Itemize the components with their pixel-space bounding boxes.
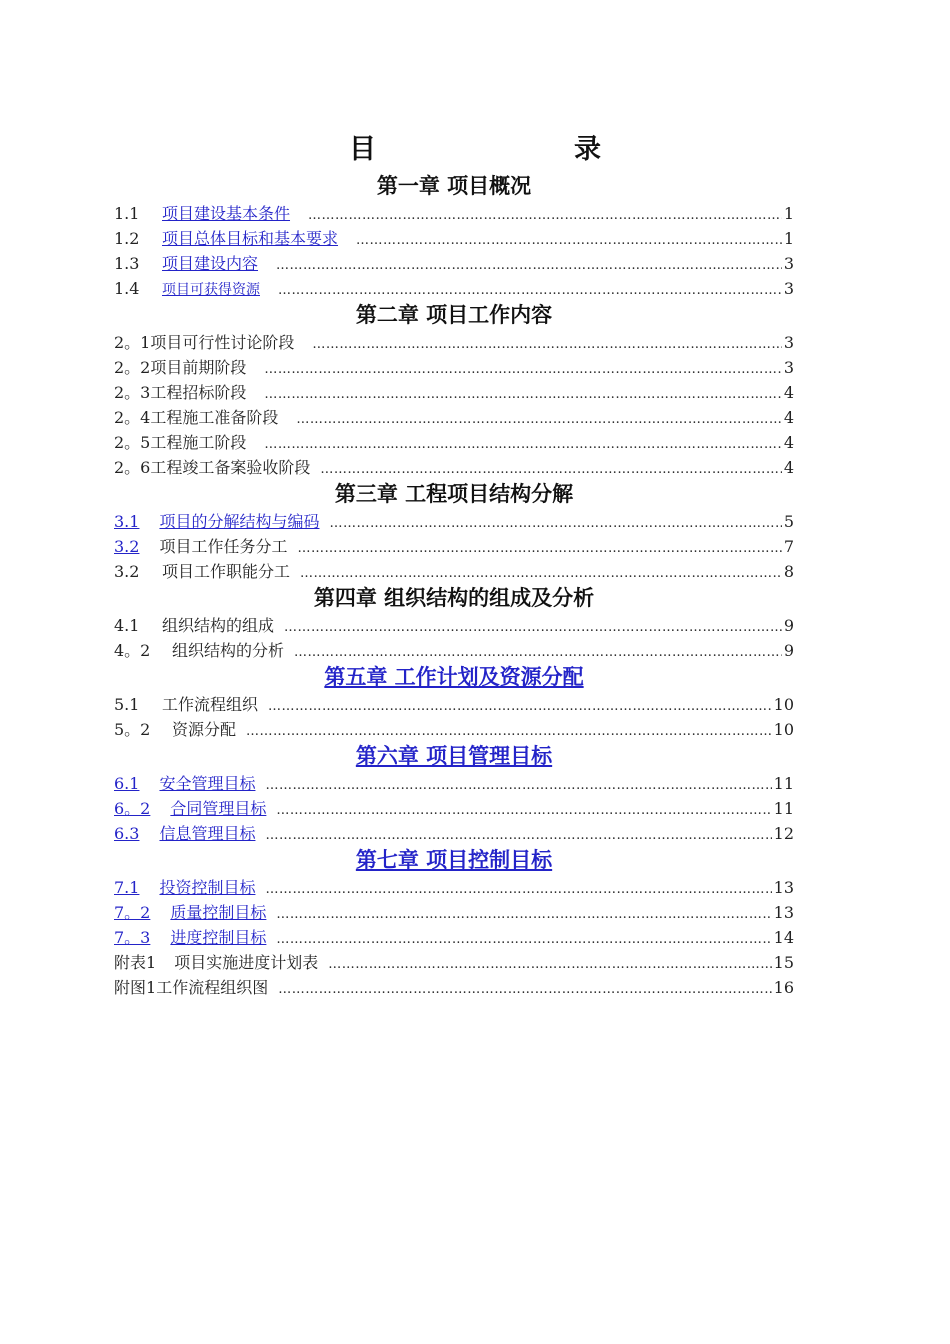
entry-number-link[interactable]: 7。3 bbox=[114, 928, 151, 947]
dot-leader bbox=[312, 332, 781, 357]
toc-entry-6-2[interactable] bbox=[114, 796, 794, 821]
entry-number: 2。2 bbox=[114, 358, 151, 377]
entry-label: 工程招标阶段 bbox=[150, 383, 247, 402]
entry-page-number: 3 bbox=[783, 254, 794, 273]
toc-entry-4-1 bbox=[114, 613, 794, 638]
entry-number: 3.2 bbox=[114, 562, 140, 581]
entry-page-number: 10 bbox=[773, 720, 794, 739]
dot-leader bbox=[276, 902, 771, 927]
chapter-2-heading: 第二章 项目工作内容 bbox=[355, 303, 553, 327]
toc-entry-1-4[interactable] bbox=[114, 276, 794, 301]
entry-page-number: 3 bbox=[783, 333, 794, 352]
entry-number: 4。2 bbox=[114, 641, 151, 660]
entry-link[interactable]: 项目可获得资源 bbox=[162, 282, 260, 298]
entry-number: 2。6 bbox=[114, 458, 151, 477]
entry-page-number: 4 bbox=[783, 458, 794, 477]
toc-entry-6-3[interactable] bbox=[114, 821, 794, 846]
entry-page-number: 14 bbox=[773, 928, 794, 947]
chapter-1-heading: 第一章 项目概况 bbox=[376, 174, 532, 198]
toc-entry-2-5 bbox=[114, 430, 794, 455]
entry-page-number: 13 bbox=[773, 878, 794, 897]
toc-entry-2-6 bbox=[114, 455, 794, 480]
entry-page-number: 11 bbox=[773, 774, 794, 793]
toc-title: 目 录 bbox=[349, 134, 649, 165]
entry-number-link[interactable]: 3.2 bbox=[114, 537, 140, 556]
entry-number: 2。4 bbox=[114, 408, 151, 427]
entry-number: 4.1 bbox=[114, 616, 140, 635]
toc-entry-appendix-figure-1 bbox=[114, 975, 794, 1000]
dot-leader bbox=[265, 773, 771, 798]
toc-entry-4-2 bbox=[114, 638, 794, 663]
entry-label: 工程施工准备阶段 bbox=[150, 408, 279, 427]
entry-page-number: 10 bbox=[773, 695, 794, 714]
entry-page-number: 3 bbox=[783, 358, 794, 377]
entry-number: 5.1 bbox=[114, 695, 140, 714]
entry-number-link[interactable]: 7。2 bbox=[114, 903, 151, 922]
dot-leader bbox=[296, 407, 781, 432]
dot-leader bbox=[268, 694, 772, 719]
toc-entry-7-1[interactable] bbox=[114, 875, 794, 900]
entry-page-number: 13 bbox=[773, 903, 794, 922]
entry-number: 2。5 bbox=[114, 433, 151, 452]
dot-leader bbox=[264, 432, 781, 457]
entry-number-link[interactable]: 7.1 bbox=[114, 878, 140, 897]
dot-leader bbox=[246, 719, 772, 744]
toc-entry-7-2[interactable] bbox=[114, 900, 794, 925]
dot-leader bbox=[294, 640, 782, 665]
dot-leader bbox=[356, 228, 782, 253]
dot-leader bbox=[276, 798, 771, 823]
dot-leader bbox=[278, 977, 771, 1002]
table-of-contents bbox=[114, 172, 794, 1000]
entry-link[interactable]: 质量控制目标 bbox=[170, 903, 267, 922]
entry-link[interactable]: 投资控制目标 bbox=[159, 878, 256, 897]
dot-leader bbox=[264, 382, 781, 407]
dot-leader bbox=[276, 253, 782, 278]
entry-page-number: 9 bbox=[783, 641, 794, 660]
entry-number: 2。1 bbox=[114, 333, 151, 352]
toc-entry-2-2 bbox=[114, 355, 794, 380]
entry-label: 项目工作任务分工 bbox=[159, 537, 288, 556]
entry-link[interactable]: 项目的分解结构与编码 bbox=[159, 512, 320, 531]
entry-number: 2。3 bbox=[114, 383, 151, 402]
chapter-5-heading-link[interactable]: 第五章 工作计划及资源分配 bbox=[324, 665, 584, 689]
dot-leader bbox=[284, 615, 782, 640]
entry-page-number: 15 bbox=[773, 953, 794, 972]
entry-link[interactable]: 项目建设基本条件 bbox=[162, 204, 291, 223]
entry-page-number: 16 bbox=[773, 978, 794, 997]
entry-label: 工程施工阶段 bbox=[150, 433, 247, 452]
chapter-3-heading: 第三章 工程项目结构分解 bbox=[334, 482, 574, 506]
entry-number: 1.1 bbox=[114, 204, 140, 223]
entry-page-number: 3 bbox=[783, 279, 794, 298]
entry-number-link[interactable]: 6.1 bbox=[114, 774, 140, 793]
dot-leader bbox=[328, 952, 771, 977]
chapter-6-heading-link[interactable]: 第六章 项目管理目标 bbox=[355, 744, 553, 768]
entry-number-link[interactable]: 3.1 bbox=[114, 512, 140, 531]
entry-number-link[interactable]: 6。2 bbox=[114, 799, 151, 818]
dot-leader bbox=[276, 927, 771, 952]
toc-entry-3-1[interactable] bbox=[114, 509, 794, 534]
entry-page-number: 12 bbox=[773, 824, 794, 843]
entry-number: 附图1 bbox=[114, 978, 157, 997]
dot-leader bbox=[329, 511, 781, 536]
dot-leader bbox=[308, 203, 782, 228]
entry-number: 5。2 bbox=[114, 720, 151, 739]
toc-entry-1-2[interactable] bbox=[114, 226, 794, 251]
entry-link[interactable]: 合同管理目标 bbox=[170, 799, 267, 818]
entry-page-number: 11 bbox=[773, 799, 794, 818]
entry-number-link[interactable]: 6.3 bbox=[114, 824, 140, 843]
dot-leader bbox=[265, 877, 771, 902]
toc-entry-2-4 bbox=[114, 405, 794, 430]
entry-page-number: 9 bbox=[783, 616, 794, 635]
entry-link[interactable]: 项目总体目标和基本要求 bbox=[162, 229, 339, 248]
entry-label: 组织结构的分析 bbox=[172, 641, 285, 660]
entry-page-number: 8 bbox=[783, 562, 794, 581]
toc-entry-1-3[interactable] bbox=[114, 251, 794, 276]
dot-leader bbox=[300, 561, 782, 586]
entry-label: 项目实施进度计划表 bbox=[174, 953, 319, 972]
entry-page-number: 1 bbox=[783, 229, 794, 248]
entry-label: 项目可行性讨论阶段 bbox=[150, 333, 295, 352]
chapter-7-heading-link[interactable]: 第七章 项目控制目标 bbox=[355, 848, 553, 872]
toc-entry-3-3 bbox=[114, 559, 794, 584]
entry-link[interactable]: 信息管理目标 bbox=[159, 824, 256, 843]
entry-label: 组织结构的组成 bbox=[162, 616, 275, 635]
entry-number: 1.4 bbox=[114, 279, 140, 298]
entry-link[interactable]: 进度控制目标 bbox=[170, 928, 267, 947]
toc-entry-1-1[interactable] bbox=[114, 201, 794, 226]
entry-number: 附表1 bbox=[114, 953, 157, 972]
toc-entry-2-3 bbox=[114, 380, 794, 405]
entry-number: 1.3 bbox=[114, 254, 140, 273]
dot-leader bbox=[320, 457, 781, 482]
entry-label: 工作流程组织 bbox=[162, 695, 259, 714]
toc-entry-5-1 bbox=[114, 692, 794, 717]
dot-leader bbox=[265, 823, 771, 848]
toc-entry-2-1 bbox=[114, 330, 794, 355]
entry-link[interactable]: 项目建设内容 bbox=[162, 254, 259, 273]
entry-label: 项目前期阶段 bbox=[150, 358, 247, 377]
entry-number: 1.2 bbox=[114, 229, 140, 248]
toc-entry-3-2[interactable] bbox=[114, 534, 794, 559]
entry-label: 项目工作职能分工 bbox=[162, 562, 291, 581]
dot-leader bbox=[297, 536, 781, 561]
toc-entry-7-3[interactable] bbox=[114, 925, 794, 950]
entry-page-number: 1 bbox=[783, 204, 794, 223]
entry-page-number: 4 bbox=[783, 383, 794, 402]
entry-label: 工程竣工备案验收阶段 bbox=[150, 458, 311, 477]
toc-entry-6-1[interactable] bbox=[114, 771, 794, 796]
entry-page-number: 5 bbox=[783, 512, 794, 531]
entry-page-number: 4 bbox=[783, 408, 794, 427]
entry-label: 工作流程组织图 bbox=[156, 978, 269, 997]
entry-page-number: 4 bbox=[783, 433, 794, 452]
dot-leader bbox=[278, 278, 782, 303]
toc-entry-5-2 bbox=[114, 717, 794, 742]
toc-entry-appendix-table-1 bbox=[114, 950, 794, 975]
entry-link[interactable]: 安全管理目标 bbox=[159, 774, 256, 793]
chapter-4-heading: 第四章 组织结构的组成及分析 bbox=[313, 586, 595, 610]
entry-label: 资源分配 bbox=[172, 720, 237, 739]
dot-leader bbox=[264, 357, 781, 382]
entry-page-number: 7 bbox=[783, 537, 794, 556]
